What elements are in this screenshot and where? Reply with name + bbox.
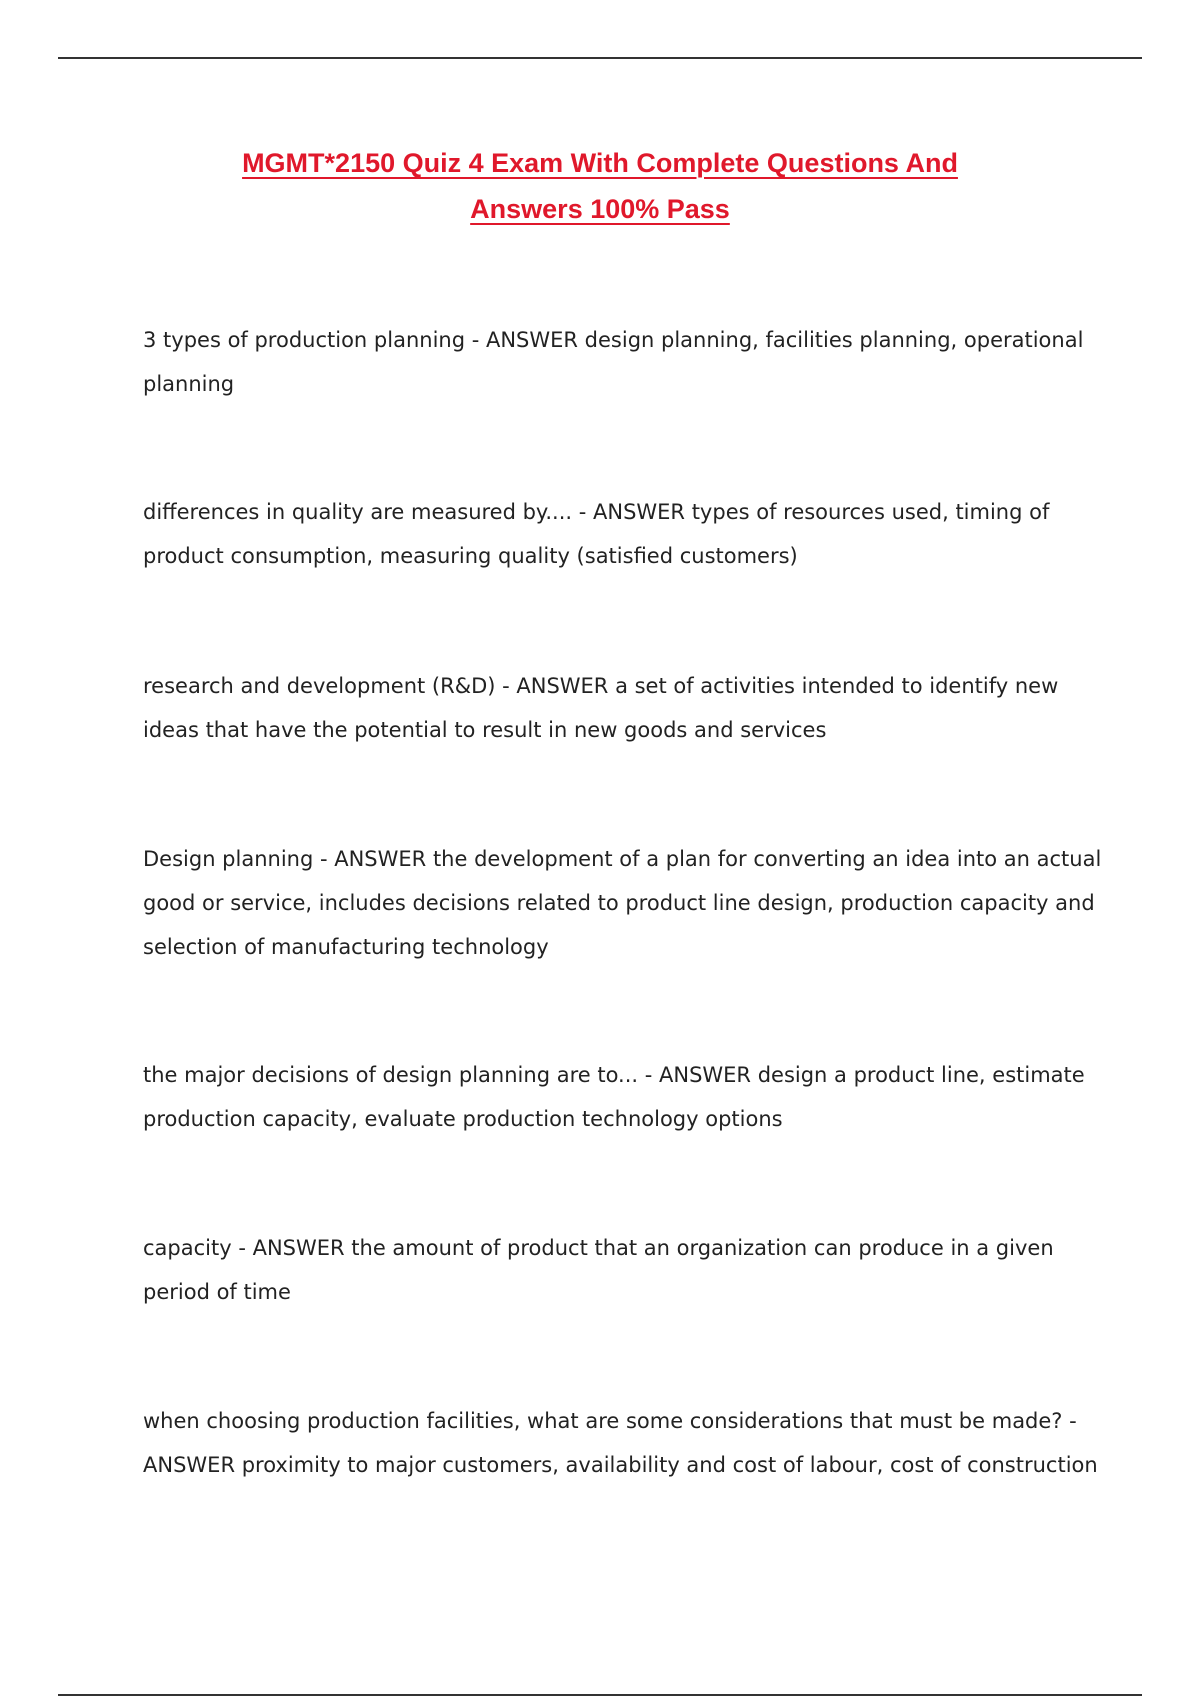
document-title: [100, 140, 1100, 232]
bottom-divider: [58, 1694, 1142, 1696]
qa-item: differences in quality are measured by.... - ANSWER types of resources used, timing of product consumption, measuring quality (satisfied customers): [143, 500, 1050, 568]
top-divider: [58, 57, 1142, 59]
qa-item: when choosing production facilities, what are some considerations that must be made? - ANSWER proximity to major customers, availability and cost of labour, cost of construction: [143, 1409, 1098, 1477]
qa-item: 3 types of production planning - ANSWER design planning, facilities planning, operational planning: [143, 328, 1084, 396]
qa-item: the major decisions of design planning are to... - ANSWER design a product line, estimate production capacity, evaluate production technology options: [143, 1063, 1085, 1131]
qa-item: Design planning - ANSWER the development of a plan for converting an idea into an actual good or service, includes decisions related to product line design, production capacity and selection of manufacturing technology: [143, 847, 1102, 959]
title-line-2: Answers 100% Pass: [470, 194, 730, 224]
qa-item: research and development (R&D) - ANSWER a set of activities intended to identify new ideas that have the potential to result in new goods and services: [143, 674, 1059, 742]
title-line-1: MGMT*2150 Quiz 4 Exam With Complete Questions And: [242, 148, 958, 178]
qa-item: capacity - ANSWER the amount of product that an organization can produce in a given period of time: [143, 1236, 1054, 1304]
